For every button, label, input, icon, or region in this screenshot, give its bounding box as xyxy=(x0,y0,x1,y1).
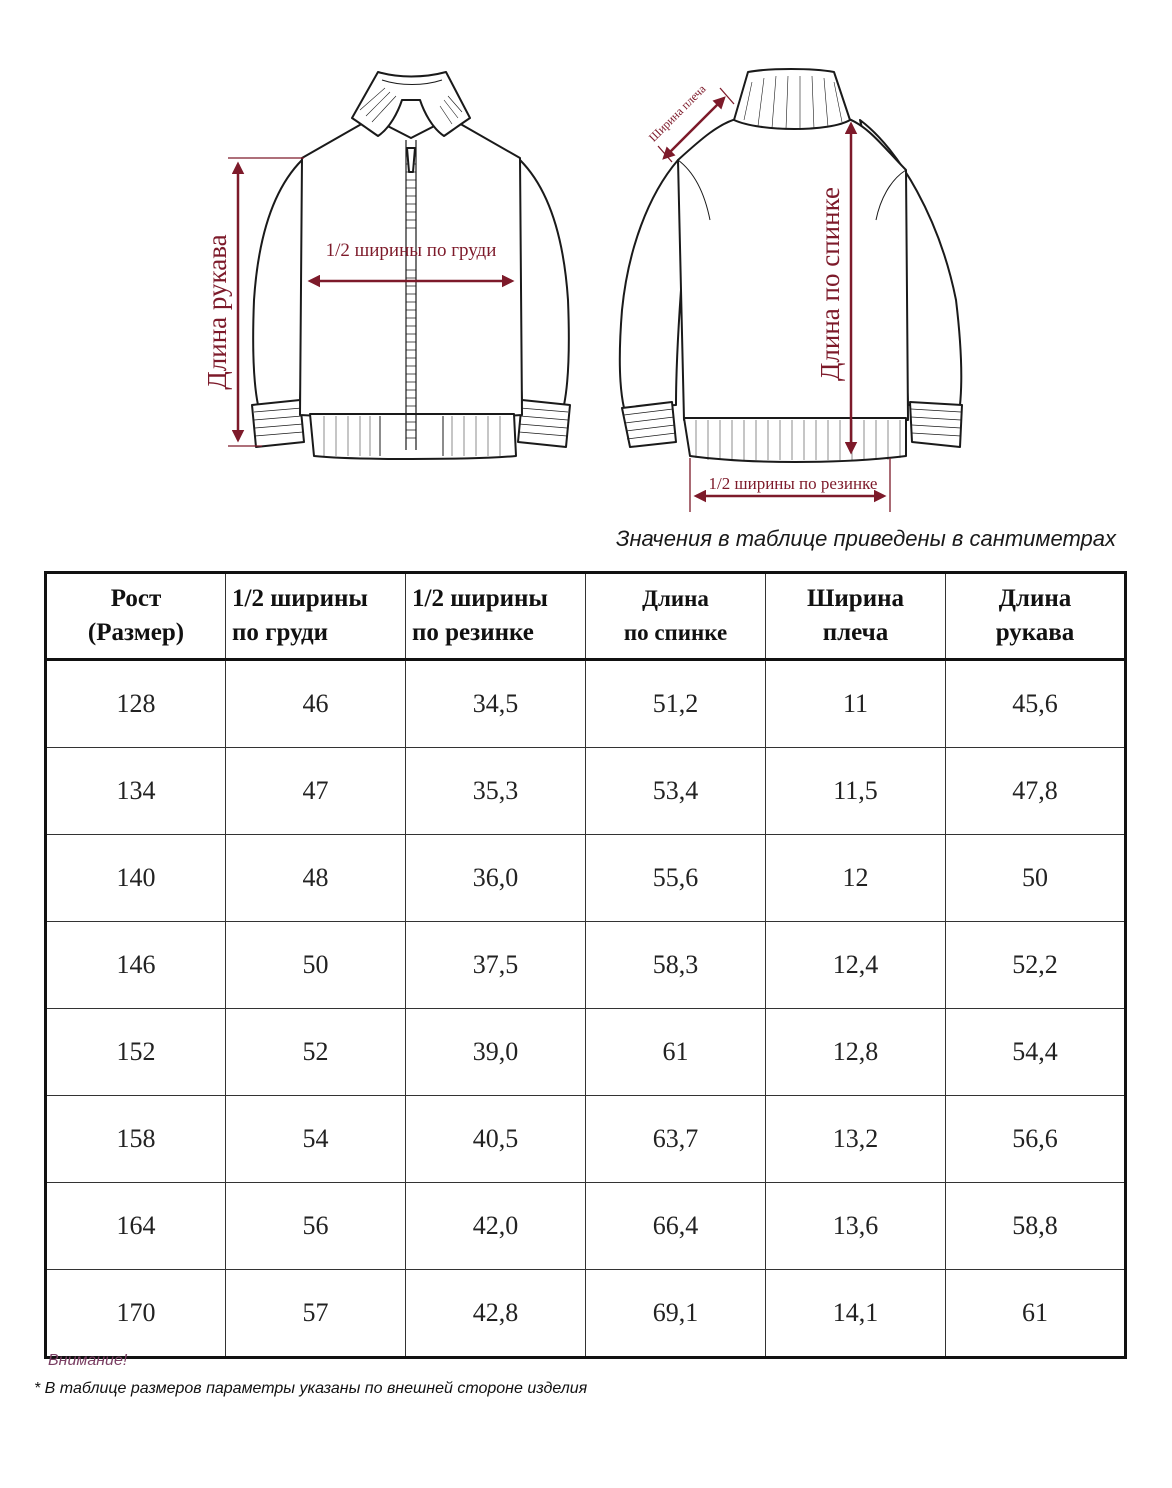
table-row xyxy=(46,922,1126,1009)
table-cell: 56,6 xyxy=(946,1096,1126,1183)
table-cell: 42,8 xyxy=(406,1270,586,1358)
table-cell: 52,2 xyxy=(946,922,1126,1009)
table-cell: 13,2 xyxy=(766,1096,946,1183)
table-cell: 13,6 xyxy=(766,1183,946,1270)
table-cell: 54 xyxy=(226,1096,406,1183)
header-shoulder-width: Ширина плеча xyxy=(766,573,946,660)
table-cell: 40,5 xyxy=(406,1096,586,1183)
back-length-label: Длина по спинке xyxy=(815,187,845,381)
table-cell: 11 xyxy=(766,660,946,748)
table-cell: 12,8 xyxy=(766,1009,946,1096)
table-cell: 50 xyxy=(226,922,406,1009)
hem-half-width-label: 1/2 ширины по резинке xyxy=(708,474,878,493)
units-note: Значения в таблице приведены в сантиметрах xyxy=(615,526,1116,551)
table-cell: 34,5 xyxy=(406,660,586,748)
table-cell: 66,4 xyxy=(586,1183,766,1270)
header-chest-half-width: 1/2 ширины по груди xyxy=(226,573,406,660)
table-cell: 140 xyxy=(46,835,226,922)
sleeve-length-label: Длина рукава xyxy=(202,234,232,390)
table-cell: 54,4 xyxy=(946,1009,1126,1096)
table-cell: 170 xyxy=(46,1270,226,1358)
table-cell: 12 xyxy=(766,835,946,922)
table-cell: 45,6 xyxy=(946,660,1126,748)
table-cell: 146 xyxy=(46,922,226,1009)
table-cell: 50 xyxy=(946,835,1126,922)
table-cell: 14,1 xyxy=(766,1270,946,1358)
footnote: * В таблице размеров параметры указаны по внешней стороне изделия xyxy=(34,1380,588,1397)
table-cell: 42,0 xyxy=(406,1183,586,1270)
table-cell: 35,3 xyxy=(406,748,586,835)
table-cell: 51,2 xyxy=(586,660,766,748)
jacket-front-drawing xyxy=(252,72,570,459)
jacket-measurement-diagram xyxy=(0,0,1172,520)
table-cell: 61 xyxy=(586,1009,766,1096)
table-cell: 152 xyxy=(46,1009,226,1096)
header-sleeve-length: Длина рукава xyxy=(946,573,1126,660)
table-cell: 47 xyxy=(226,748,406,835)
table-cell: 164 xyxy=(46,1183,226,1270)
table-cell: 52 xyxy=(226,1009,406,1096)
table-row xyxy=(46,1270,1126,1358)
table-cell: 47,8 xyxy=(946,748,1126,835)
table-cell: 58,8 xyxy=(946,1183,1126,1270)
table-cell: 37,5 xyxy=(406,922,586,1009)
chest-half-width-label: 1/2 ширины по груди xyxy=(325,240,497,261)
table-cell: 48 xyxy=(226,835,406,922)
table-cell: 134 xyxy=(46,748,226,835)
table-row xyxy=(46,1183,1126,1270)
header-height-size: Рост (Размер) xyxy=(46,573,226,660)
table-cell: 58,3 xyxy=(586,922,766,1009)
table-cell: 56 xyxy=(226,1183,406,1270)
table-header-row xyxy=(46,573,1126,660)
table-cell: 46 xyxy=(226,660,406,748)
table-row xyxy=(46,748,1126,835)
table-cell: 128 xyxy=(46,660,226,748)
table-cell: 63,7 xyxy=(586,1096,766,1183)
table-cell: 61 xyxy=(946,1270,1126,1358)
table-cell: 158 xyxy=(46,1096,226,1183)
header-back-length: Длина по спинке xyxy=(586,573,766,660)
table-row xyxy=(46,1096,1126,1183)
shoulder-width-label: Ширина плеча xyxy=(645,81,709,145)
attention-note: Внимание! xyxy=(48,1352,128,1369)
table-cell: 36,0 xyxy=(406,835,586,922)
header-hem-half-width: 1/2 ширины по резинке xyxy=(406,573,586,660)
table-cell: 55,6 xyxy=(586,835,766,922)
table-cell: 53,4 xyxy=(586,748,766,835)
table-row xyxy=(46,660,1126,748)
table-cell: 12,4 xyxy=(766,922,946,1009)
table-row xyxy=(46,1009,1126,1096)
table-cell: 57 xyxy=(226,1270,406,1358)
size-table xyxy=(44,571,1127,1359)
table-cell: 39,0 xyxy=(406,1009,586,1096)
table-cell: 11,5 xyxy=(766,748,946,835)
table-cell: 69,1 xyxy=(586,1270,766,1358)
table-row xyxy=(46,835,1126,922)
